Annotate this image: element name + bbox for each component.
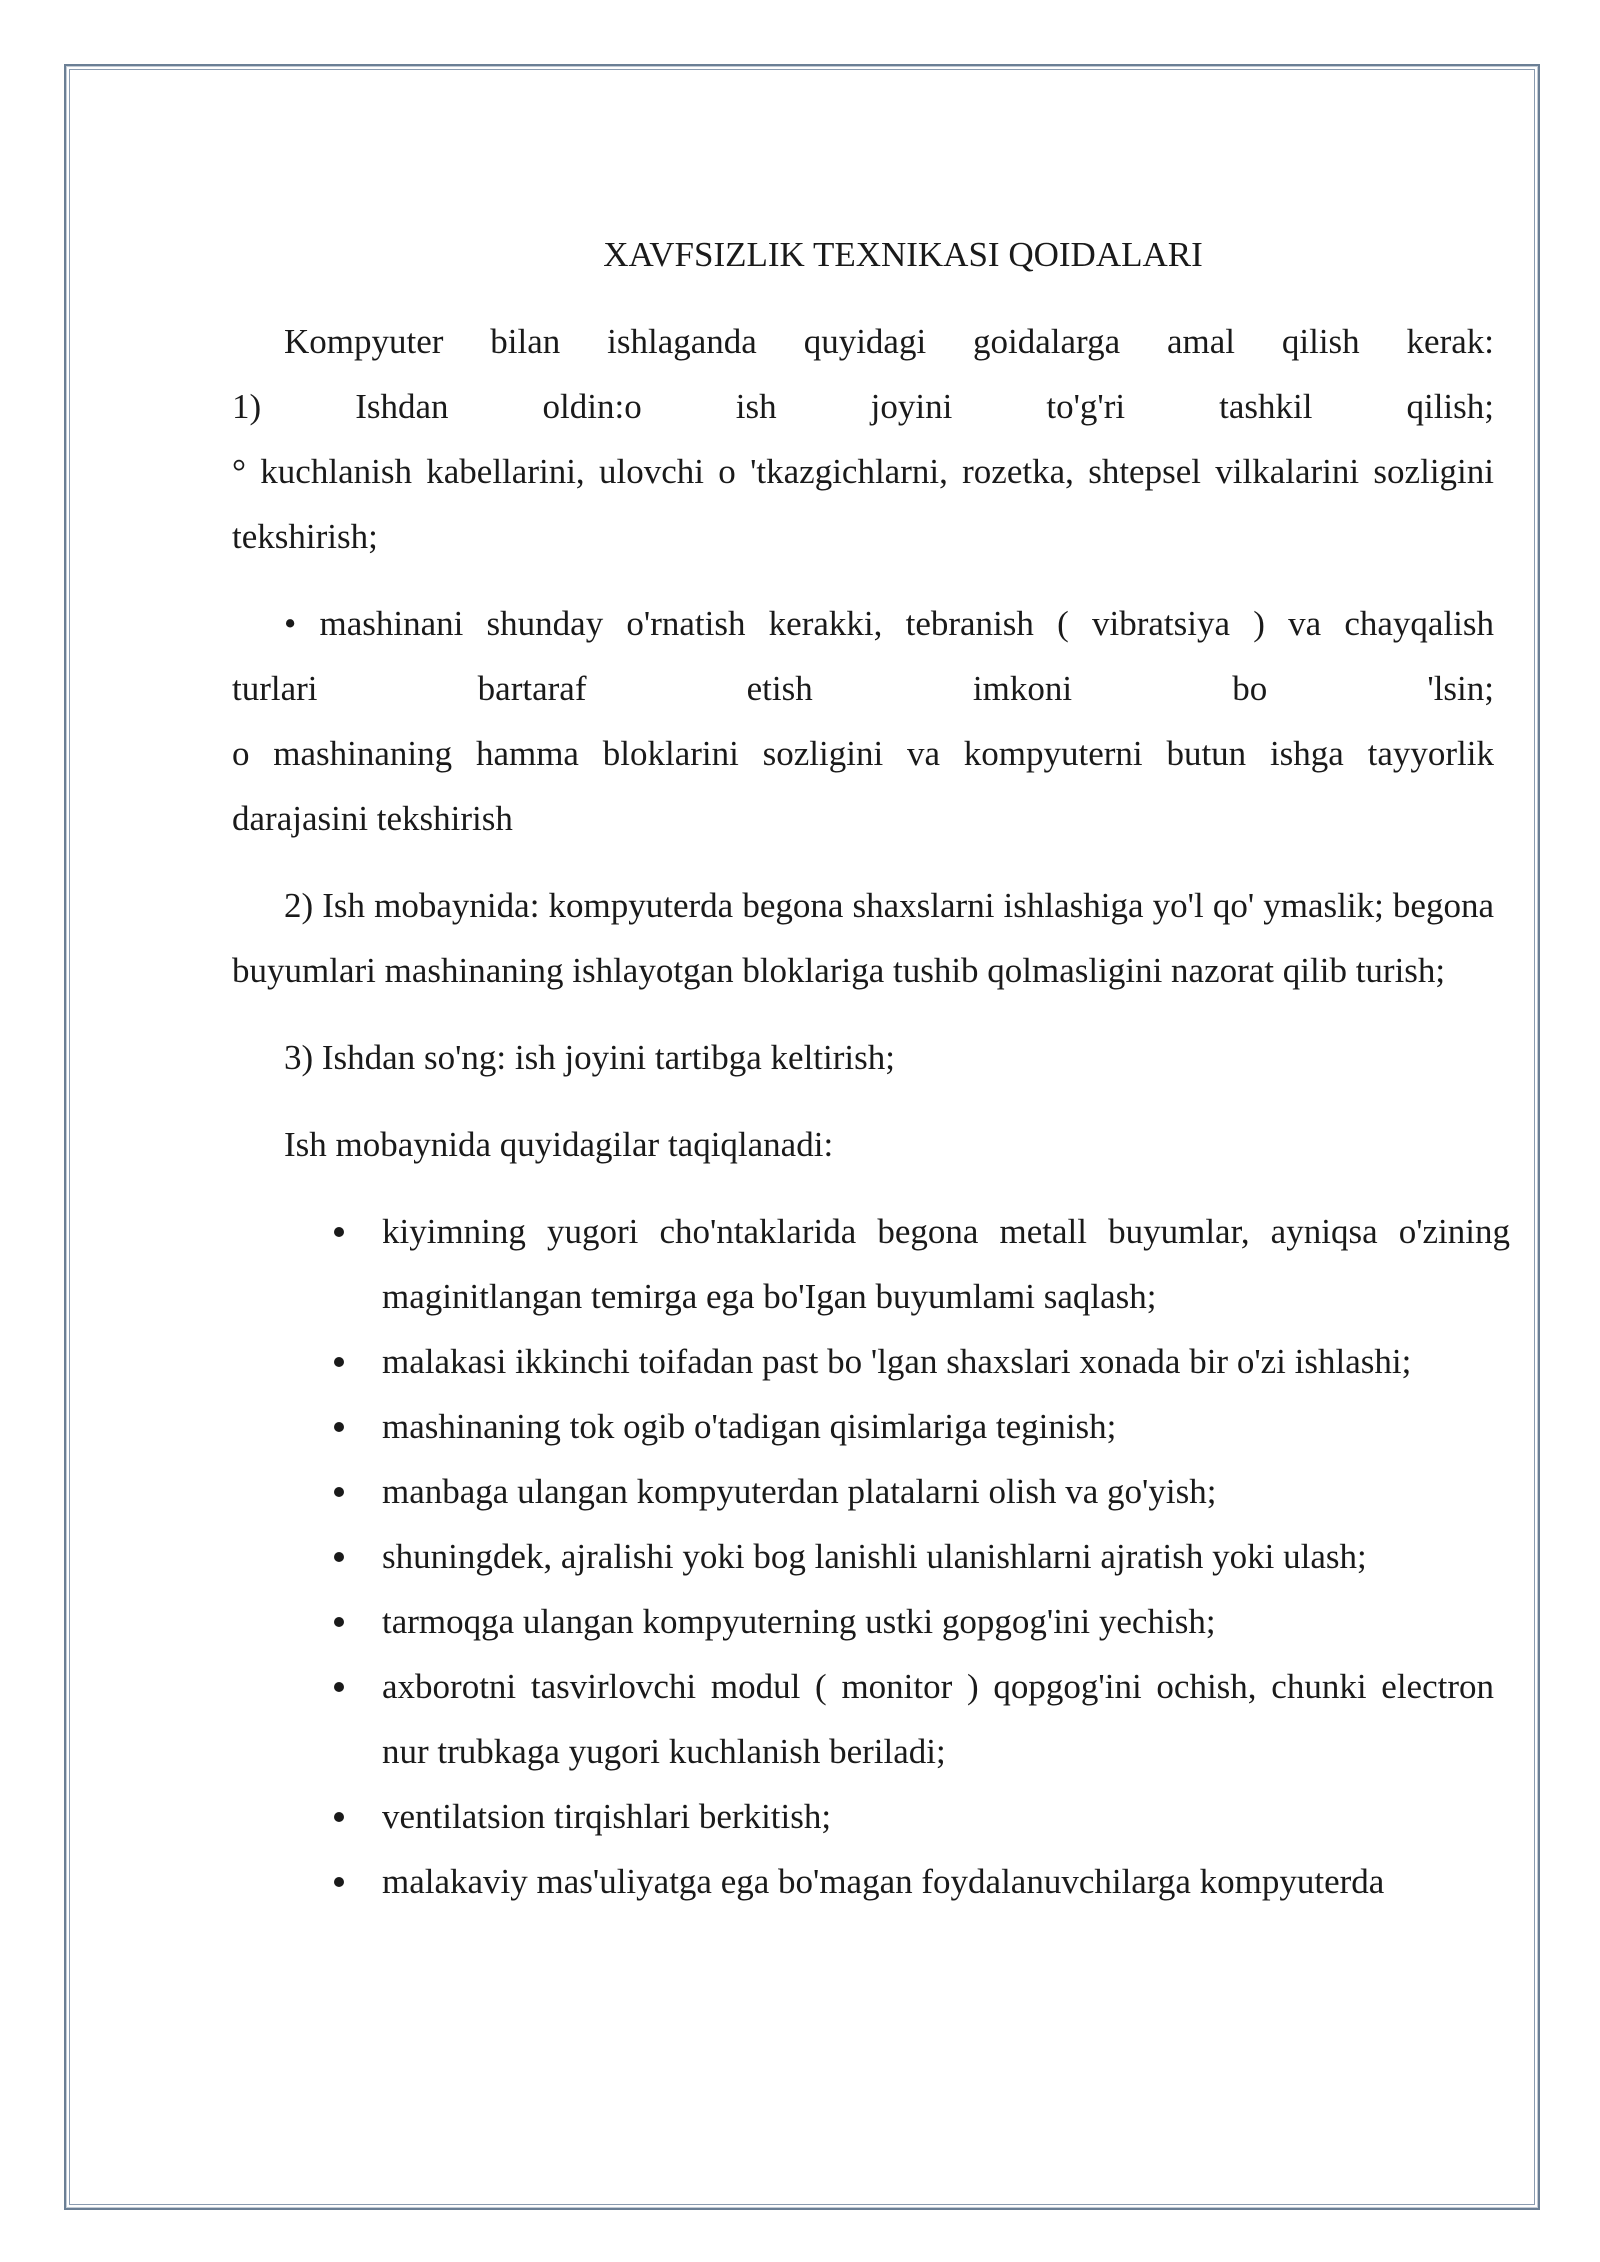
list-item-text: manbaga ulangan kompyuterdan platalarni olish va go'yish; [382, 1472, 1217, 1511]
list-item-text: shuningdek, ajralishi yoki bog lanishli ulanishlarni ajratish yoki ulash; [382, 1537, 1367, 1576]
prohibited-list [232, 1199, 1510, 1914]
list-item [232, 1199, 1510, 1329]
list-item [232, 1524, 1494, 1589]
list-item-text: mashinaning tok ogib o'tadigan qisimlariga teginish; [382, 1407, 1117, 1446]
list-item [232, 1784, 1494, 1849]
intro-line: Kompyuter bilan ishlaganda quyidagi goidalarga amal qilish kerak: [284, 322, 1494, 361]
list-item [232, 1654, 1494, 1784]
list-item [232, 1589, 1494, 1654]
list-item [232, 1459, 1494, 1524]
paragraph-machine-setup [232, 591, 1494, 851]
list-item-text: malakasi ikkinchi toifadan past bo 'lgan shaxslari xonada bir o'zi ishlashi; [382, 1342, 1412, 1381]
list-item-text: axborotni tasvirlovchi modul ( monitor ) qopgog'ini ochish, chunki electron nur trubkaga yugori kuchlanish beriladi; [382, 1667, 1494, 1771]
bullet-icon [334, 1552, 344, 1562]
bullet-icon [334, 1487, 344, 1497]
blocks-check-line: o mashinaning hamma bloklarini sozligini va kompyuterni butun ishga tayyorlik darajasini tekshirish [232, 734, 1494, 838]
paragraph-prohibited-heading: Ish mobaynida quyidagilar taqiqlanadi: [284, 1125, 834, 1164]
paragraph-intro [232, 309, 1494, 374]
vibration-line: turlari bartaraf etish imkoni bo 'lsin; [232, 669, 1494, 708]
paragraph-before-work [232, 374, 1494, 569]
list-item-text: malakaviy mas'uliyatga ega bo'magan foydalanuvchilarga kompyuterda [382, 1862, 1385, 1901]
bullet-icon [334, 1422, 344, 1432]
bullet-icon [334, 1877, 344, 1887]
bullet-icon [334, 1227, 344, 1237]
list-item-text: kiyimning yugori cho'ntaklarida begona metall buyumlar, ayniqsa o'zining maginitlangan temirga ega bo'Igan buyumlami saqlash; [382, 1212, 1510, 1316]
before-work-line: 1) Ishdan oldin:o ish joyini to'g'ri tashkil qilish; [232, 387, 1494, 426]
bullet-icon [334, 1682, 344, 1692]
bullet-icon [334, 1812, 344, 1822]
list-item [232, 1394, 1494, 1459]
list-item [232, 1329, 1494, 1394]
page-title: XAVFSIZLIK TEXNIKASI QOIDALARI [603, 235, 1203, 274]
paragraph-after-work: 3) Ishdan so'ng: ish joyini tartibga keltirish; [284, 1038, 895, 1077]
list-item-text: ventilatsion tirqishlari berkitish; [382, 1797, 832, 1836]
list-item-text: tarmoqga ulangan kompyuterning ustki gopgog'ini yechish; [382, 1602, 1216, 1641]
document-body [232, 222, 1510, 1914]
machine-setup-line: • mashinani shunday o'rnatish kerakki, tebranish ( vibratsiya ) va chayqalish [284, 604, 1494, 643]
bullet-icon [334, 1617, 344, 1627]
cables-check-line: ° kuchlanish kabellarini, ulovchi o 'tkazgichlarni, rozetka, shtepsel vilkalarini sozligini tekshirish; [232, 452, 1494, 556]
bullet-icon [334, 1357, 344, 1367]
paragraph-during-work: 2) Ish mobaynida: kompyuterda begona shaxslarni ishlashiga yo'l qo' ymaslik; begona buyumlari mashinaning ishlayotgan bloklariga tushib qolmasligini nazorat qilib turish; [232, 886, 1494, 990]
list-item [232, 1849, 1494, 1914]
